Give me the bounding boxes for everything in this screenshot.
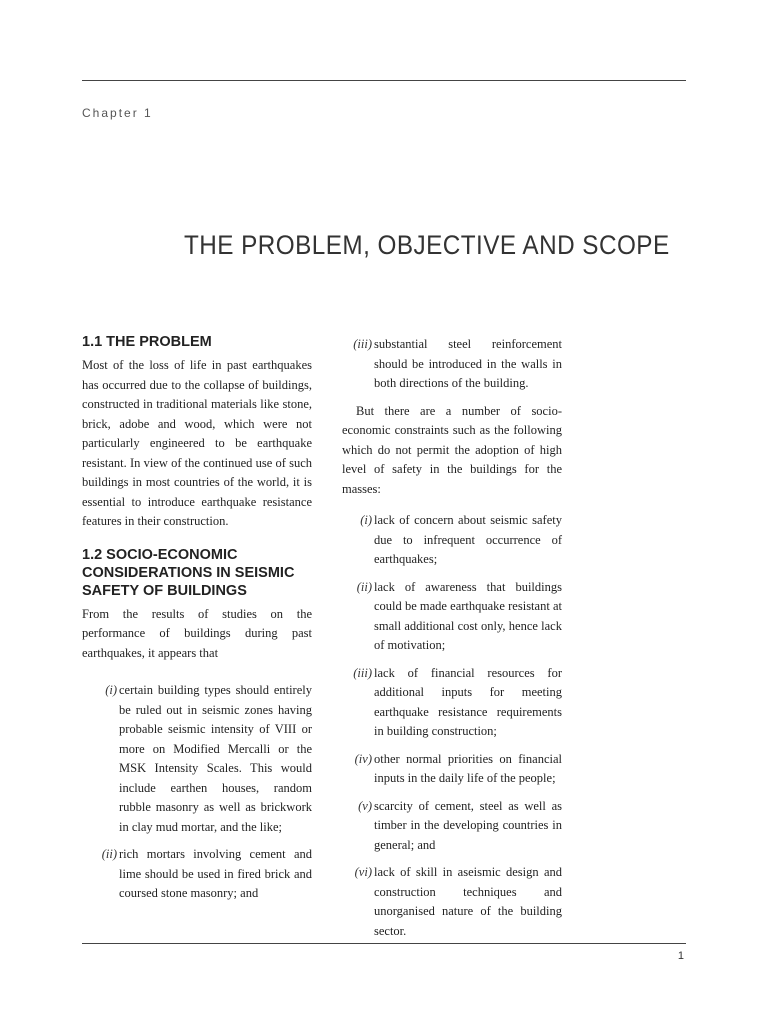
constraint-number: (iii): [353, 665, 372, 680]
finding-text: substantial steel reinforcement should be introduced in the walls in both directions of the building.: [374, 337, 562, 390]
finding-item: [82, 845, 312, 904]
constraint-item: [342, 750, 562, 789]
chapter-label: Chapter 1: [82, 106, 153, 120]
constraint-text: lack of awareness that buildings could be made earthquake resistant at small additional cost only, hence lack of motivation;: [374, 579, 562, 652]
finding-number: (iii): [353, 337, 372, 351]
constraint-item: [342, 578, 562, 656]
finding-number: (i): [105, 683, 117, 697]
constraint-text: lack of concern about seismic safety due to infrequent occurrence of earthquakes;: [374, 513, 562, 566]
section-1-paragraph: Most of the loss of life in past earthquakes has occurred due to the collapse of buildings, constructed in traditional materials like stone, brick, adobe and wood, which were not particularly engineered to be earthquake resistant. In view of the continued use of such buildings in most countries of the world, it is essential to introduce earthquake resistance features in their construction.: [82, 358, 312, 528]
finding-number: (ii): [101, 847, 117, 861]
section-1-heading: 1.1 THE PROBLEM: [82, 334, 212, 350]
left-column: [82, 333, 312, 912]
constraint-text: other normal priorities on financial inputs in the daily life of the people;: [374, 751, 562, 785]
constraints-intro: But there are a number of socio-economic constraints such as the following which do not permit the adoption of high level of safety in the buildings for the masses:: [342, 403, 562, 496]
constraint-number: (v): [358, 798, 372, 813]
section-2-heading: 1.2 SOCIO-ECONOMIC CONSIDERATIONS IN SEISMIC SAFETY OF BUILDINGS: [82, 546, 295, 599]
constraint-number: (ii): [356, 579, 372, 594]
constraint-number: (vi): [354, 865, 372, 879]
constraint-text: lack of financial resources for additional inputs for meeting earthquake resistance requirements in building construction;: [374, 665, 562, 738]
constraint-text: scarcity of cement, steel as well as timber in the developing countries in general; and: [374, 798, 562, 852]
constraint-item: [342, 863, 562, 941]
finding-item: [82, 681, 312, 837]
right-column: [342, 335, 562, 949]
constraint-number: (i): [360, 513, 372, 527]
finding-text: rich mortars involving cement and lime should be used in fired brick and coursed stone masonry; and: [119, 847, 312, 900]
page-number: 1: [677, 950, 684, 962]
finding-item: [342, 335, 562, 394]
section-2-intro: From the results of studies on the performance of buildings during past earthquakes, it appears that: [82, 606, 312, 660]
constraint-item: [342, 664, 562, 742]
bottom-rule: [82, 943, 686, 944]
chapter-title: THE PROBLEM, OBJECTIVE AND SCOPE: [184, 230, 670, 260]
finding-text: certain building types should entirely be ruled out in seismic zones having probable seismic intensity of VIII or more on Modified Mercalli or the MSK Intensity Scales. This would include earthen houses, random rubble masonry as well as brickwork in clay mud mortar, and the like;: [119, 683, 312, 834]
constraint-item: [342, 797, 562, 856]
top-rule: [82, 80, 686, 81]
constraint-item: [342, 511, 562, 570]
constraint-number: (iv): [354, 751, 372, 766]
constraint-text: lack of skill in aseismic design and construction techniques and unorganised nature of the building sector.: [374, 865, 562, 938]
